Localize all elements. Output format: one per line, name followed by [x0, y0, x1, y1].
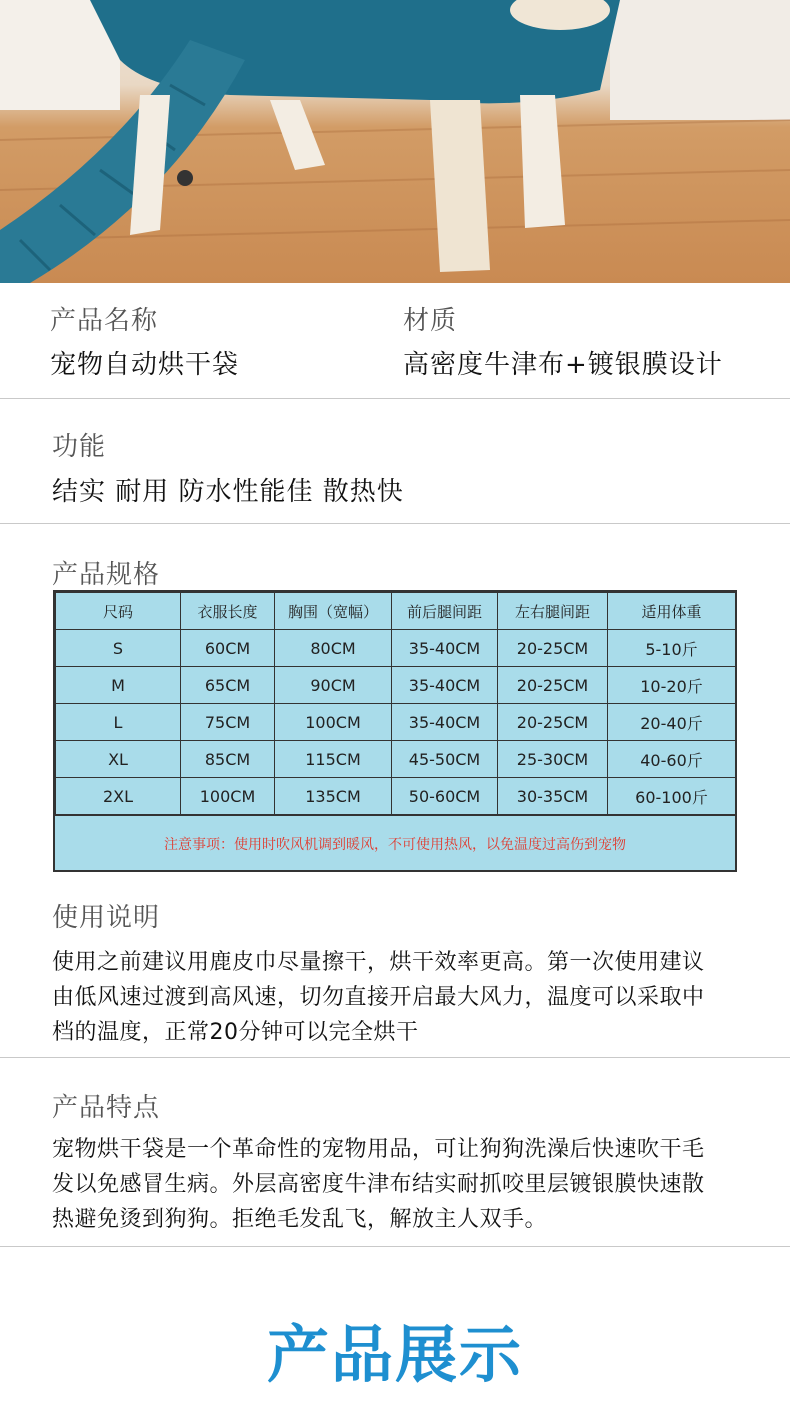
- table-cell: 2XL: [56, 778, 181, 815]
- header-cell: 适用体重: [608, 593, 736, 630]
- hero-photo: [0, 0, 790, 283]
- table-cell: 50-60CM: [392, 778, 498, 815]
- table-cell: 5-10斤: [608, 630, 736, 667]
- usage-warning-note: 注意事项：使用时吹风机调到暖风，不可使用热风，以免温度过高伤到宠物: [55, 815, 735, 872]
- table-cell: XL: [56, 741, 181, 778]
- table-cell: L: [56, 704, 181, 741]
- dog-in-drying-bag-image: [0, 0, 790, 283]
- divider: [0, 523, 790, 524]
- product-name-value: 宠物自动烘干袋: [50, 350, 240, 380]
- table-row: [56, 778, 736, 815]
- material-label: 材质: [403, 306, 458, 336]
- usage-line: 由低风速过渡到高风速，切勿直接开启最大风力，温度可以采取中: [52, 985, 705, 1010]
- product-name-label: 产品名称: [50, 306, 159, 336]
- table-header-row: [56, 593, 736, 630]
- header-cell: 尺码: [56, 593, 181, 630]
- product-showcase-title: 产品展示: [266, 1318, 523, 1391]
- features-line: 宠物烘干袋是一个革命性的宠物用品，可让狗狗洗澡后快速吹干毛: [52, 1137, 705, 1162]
- features-line: 热避免烫到狗狗。拒绝毛发乱飞，解放主人双手。: [52, 1207, 548, 1232]
- divider: [0, 398, 790, 399]
- table-cell: 115CM: [275, 741, 392, 778]
- function-label: 功能: [52, 432, 107, 462]
- divider: [0, 1246, 790, 1247]
- header-cell: 胸围（宽幅）: [275, 593, 392, 630]
- header-cell: 衣服长度: [181, 593, 275, 630]
- table-row: [56, 667, 736, 704]
- spec-title: 产品规格: [52, 560, 161, 590]
- table-cell: 65CM: [181, 667, 275, 704]
- header-cell: 左右腿间距: [498, 593, 608, 630]
- table-cell: 60CM: [181, 630, 275, 667]
- table-row: [56, 741, 736, 778]
- material-value: 高密度牛津布+镀银膜设计: [403, 350, 723, 380]
- features-title: 产品特点: [52, 1093, 161, 1123]
- header-cell: 前后腿间距: [392, 593, 498, 630]
- table-cell: 20-25CM: [498, 667, 608, 704]
- usage-line: 使用之前建议用鹿皮巾尽量擦干，烘干效率更高。第一次使用建议: [52, 950, 705, 975]
- table-cell: 135CM: [275, 778, 392, 815]
- table-cell: 20-25CM: [498, 704, 608, 741]
- table-cell: 100CM: [181, 778, 275, 815]
- table-cell: 35-40CM: [392, 667, 498, 704]
- table-cell: 45-50CM: [392, 741, 498, 778]
- table-cell: 100CM: [275, 704, 392, 741]
- table-row: [56, 704, 736, 741]
- features-paragraph: [52, 1132, 752, 1237]
- size-chart-table: [53, 590, 737, 872]
- table-cell: 75CM: [181, 704, 275, 741]
- table-cell: 35-40CM: [392, 704, 498, 741]
- function-value: 结实 耐用 防水性能佳 散热快: [52, 477, 404, 507]
- usage-title: 使用说明: [52, 903, 161, 933]
- table-cell: 60-100斤: [608, 778, 736, 815]
- table-cell: 90CM: [275, 667, 392, 704]
- table-cell: S: [56, 630, 181, 667]
- table-cell: 25-30CM: [498, 741, 608, 778]
- usage-paragraph: [52, 945, 752, 1050]
- table-cell: 30-35CM: [498, 778, 608, 815]
- table-cell: 10-20斤: [608, 667, 736, 704]
- features-line: 发以免感冒生病。外层高密度牛津布结实耐抓咬里层镀银膜快速散: [52, 1172, 705, 1197]
- table-cell: 35-40CM: [392, 630, 498, 667]
- table-cell: 40-60斤: [608, 741, 736, 778]
- divider: [0, 1057, 790, 1058]
- table-cell: 85CM: [181, 741, 275, 778]
- table-row: [56, 630, 736, 667]
- table-cell: 20-40斤: [608, 704, 736, 741]
- table-cell: M: [56, 667, 181, 704]
- table-cell: 20-25CM: [498, 630, 608, 667]
- usage-line: 档的温度，正常20分钟可以完全烘干: [52, 1020, 419, 1045]
- table-cell: 80CM: [275, 630, 392, 667]
